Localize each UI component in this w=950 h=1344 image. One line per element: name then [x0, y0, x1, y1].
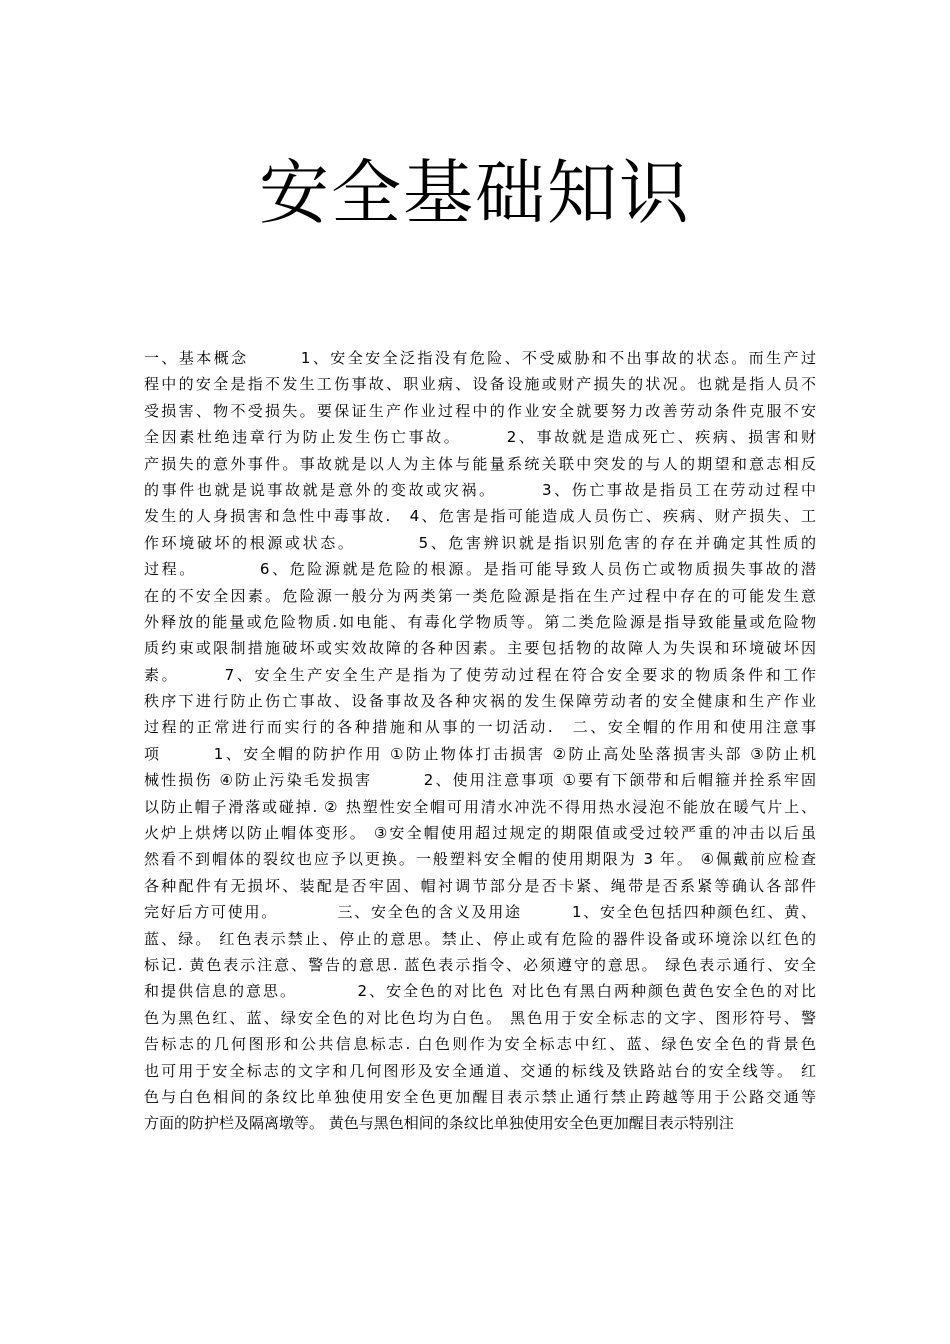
- document-title: 安全基础知识: [259, 152, 691, 234]
- body-line: 素。 7、安全生产安全生产是指为了使劳动过程在符合安全要求的物质条件和工作: [144, 665, 816, 684]
- body-line: 质约束或限制措施破坏或实效故障的各种因素。主要包括物的故障人为失误和环境破坏因: [144, 639, 816, 658]
- body-line: 方面的防护栏及隔离墩等。 黄色与黑色相间的条纹比单独使用安全色更加醒目表示特别注: [144, 1114, 734, 1133]
- body-line: 受损害、物不受损失。要保证生产作业过程中的作业安全就要努力改善劳动条件克服不安: [144, 401, 816, 420]
- body-line: 项 1、安全帽的防护作用 ①防止物体打击损害 ②防止高处坠落损害头部 ③防止机: [144, 744, 816, 763]
- body-line: 标记. 黄色表示注意、警告的意思. 蓝色表示指令、必须遵守的意思。 绿色表示通行、安全: [144, 955, 816, 974]
- body-line: 一、基本概念 1、安全安全泛指没有危险、不受威胁和不出事故的状态。而生产过: [144, 349, 816, 367]
- body-line: 火炉上烘烤以防止帽体变形。 ③安全帽使用超过规定的期限值或受过较严重的冲击以后虽: [144, 824, 816, 843]
- body-line: 色与白色相间的条纹比单独使用安全色更加醒目表示禁止通行禁止跨越等用于公路交通等: [144, 1087, 816, 1106]
- body-line: 也可用于安全标志的文字和几何图形及安全通道、交通的标线及铁路站台的安全线等。 红: [144, 1061, 816, 1080]
- body-line: 外释放的能量或危险物质.如电能、有毒化学物质等。第二类危险源是指导致能量或危险物: [144, 612, 816, 631]
- body-line: 产损失的意外事件。事故就是以人为主体与能量系统关联中突发的与人的期望和意志相反: [144, 454, 816, 473]
- body-line: 秩序下进行防止伤亡事故、设备事故及各种灾祸的发生保障劳动者的安全健康和生产作业: [144, 692, 816, 711]
- body-line: 的事件也就是说事故就是意外的变故或灾祸。 3、伤亡事故是指员工在劳动过程中: [144, 480, 816, 499]
- body-line: 告标志的几何图形和公共信息标志. 白色则作为安全标志中红、蓝、绿色安全色的背景色: [144, 1035, 816, 1054]
- body-line: 然看不到帽体的裂纹也应予以更换。一般塑料安全帽的使用期限为 3 年。 ④佩戴前应检查: [144, 850, 816, 869]
- body-line: 作环境破坏的根源或状态。 5、危害辨识就是指识别危害的存在并确定其性质的: [144, 533, 816, 552]
- body-line: 蓝、绿。 红色表示禁止、停止的意思。禁止、停止或有危险的器件设备或环境涂以红色的: [144, 929, 816, 948]
- body-line: 械性损伤 ④防止污染毛发损害 2、使用注意事项 ①要有下颌带和后帽箍并拴系牢固: [144, 771, 816, 790]
- body-line: 完好后方可使用。 三、安全色的含义及用途 1、安全色包括四种颜色红、黄、: [144, 903, 816, 922]
- body-line: 在的不安全因素。危险源一般分为两类第一类危险源是指在生产过程中存在的可能发生意: [144, 586, 816, 605]
- body-line: 色为黑色红、蓝、绿安全色的对比色均为白色。 黑色用于安全标志的文字、图形符号、警: [144, 1008, 816, 1027]
- body-line: 各种配件有无损坏、装配是否牢固、帽衬调节部分是否卡紧、绳带是否系紧等确认各部件: [144, 876, 816, 895]
- body-line: 过程的正常进行而实行的各种措施和从事的一切活动. 二、安全帽的作用和使用注意事: [144, 718, 816, 737]
- body-line: 和提供信息的意思。 2、安全色的对比色 对比色有黑白两种颜色黄色安全色的对比: [144, 982, 816, 1001]
- body-line: 发生的人身损害和急性中毒事故. 4、危害是指可能造成人员伤亡、疾病、财产损失、工: [144, 507, 816, 526]
- body-line: 程中的安全是指不发生工伤事故、职业病、设备设施或财产损失的状况。也就是指人员不: [144, 375, 816, 394]
- body-line: 全因素杜绝违章行为防止发生伤亡事故。 2、事故就是造成死亡、疾病、损害和财: [144, 428, 816, 447]
- body-line: 以防止帽子滑落或碰掉. ② 热塑性安全帽可用清水冲洗不得用热水浸泡不能放在暖气片上、: [144, 797, 816, 816]
- document-body: [144, 345, 816, 1137]
- body-line: 过程。 6、危险源就是危险的根源。是指可能导致人员伤亡或物质损失事故的潜: [144, 560, 816, 579]
